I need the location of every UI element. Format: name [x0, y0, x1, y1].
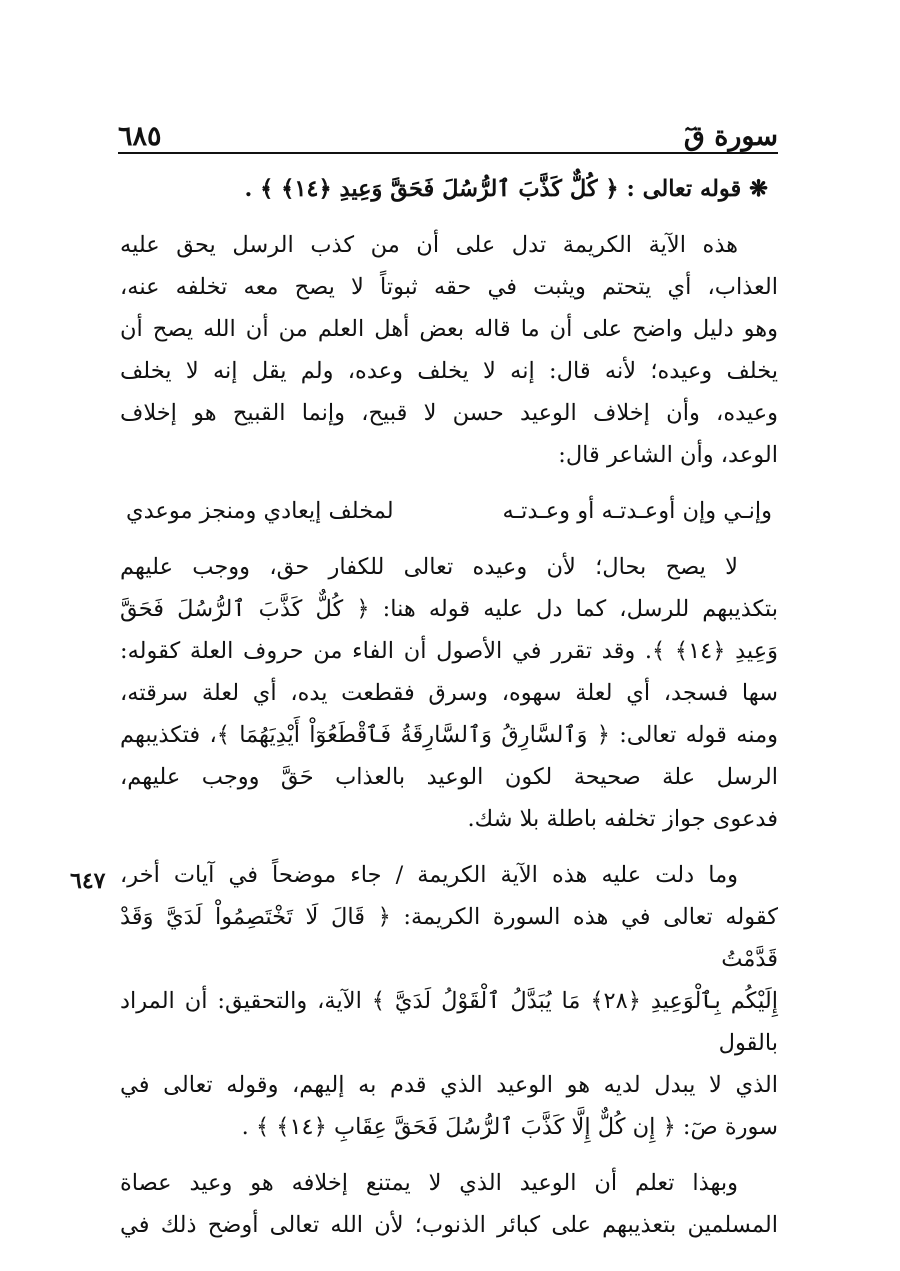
- text-line: سورة صٓ: ﴿ إِن كُلٌّ إِلَّا كَذَّبَ ٱلرُّسُلَ فَحَقَّ عِقَابِ ﴿١٤﴾ ﴾ .: [241, 1114, 778, 1140]
- text-line: سها فسجد، أي لعلة سهوه، وسرق فقطعت يده، أي لعلة سرقته،: [120, 680, 778, 706]
- text-line: المسلمين بتعذيبهم على كبائر الذنوب؛ لأن الله تعالى أوضح ذلك في: [120, 1212, 778, 1238]
- text-line: الرسل علة صحيحة لكون الوعيد بالعذاب حَقَّ ووجب عليهم،: [120, 764, 778, 790]
- verse-second-hemistich: لمخلف إيعادي ومنجز موعدي: [126, 498, 394, 524]
- text-line: كقوله تعالى في هذه السورة الكريمة: ﴿ قَالَ لَا تَخْتَصِمُواْ لَدَيَّ وَقَدْ قَدَّمْتُ: [120, 904, 778, 972]
- page-body: [120, 168, 778, 1260]
- paragraph-3: [120, 854, 778, 1148]
- header-divider: [118, 152, 778, 154]
- text-line: ومنه قوله تعالى: ﴿ وَٱلسَّارِقُ وَٱلسَّارِقَةُ فَٱقْطَعُوٓاْ أَيْدِيَهُمَا ﴾، فتكذيبهم: [120, 722, 778, 748]
- text-line: بتكذيبهم للرسل، كما دل عليه قوله هنا: ﴿ كُلٌّ كَذَّبَ ٱلرُّسُلَ فَحَقَّ: [120, 596, 778, 622]
- paragraph-4: [120, 1162, 778, 1246]
- text-line: الوعد، وأن الشاعر قال:: [558, 442, 778, 468]
- text-line: وعيده، وأن إخلاف الوعيد حسن لا قبيح، وإنما القبيح هو إخلاف: [120, 400, 778, 426]
- surah-title: سورة قٓ: [683, 121, 778, 152]
- page-header: [118, 112, 778, 152]
- text-line: هذه الآية الكريمة تدل على أن من كذب الرسل يحق عليه: [120, 232, 738, 258]
- text-line: الذي لا يبدل لديه هو الوعيد الذي قدم به إليهم، وقوله تعالى في: [120, 1072, 778, 1098]
- text-line: فدعوى جواز تخلفه باطلة بلا شك.: [467, 806, 778, 832]
- text-line: إِلَيْكُم بِٱلْوَعِيدِ ﴿٢٨﴾ مَا يُبَدَّلُ ٱلْقَوْلُ لَدَيَّ ﴾ الآية، والتحقيق: أن المراد بالقول: [120, 988, 779, 1056]
- poetry-verse: [120, 490, 778, 532]
- section-heading: ❋ قوله تعالى : ﴿ كُلٌّ كَذَّبَ ٱلرُّسُلَ فَحَقَّ وَعِيدِ ﴿١٤﴾ ﴾ .: [244, 176, 768, 202]
- paragraph-1: [120, 224, 778, 476]
- page-number: ٦٨٥: [118, 121, 162, 152]
- paragraph-2: [120, 546, 778, 840]
- text-line: يخلف وعيده؛ لأنه قال: إنه لا يخلف وعده، ولم يقل إنه لا يخلف: [120, 358, 778, 384]
- text-line: وبهذا تعلم أن الوعيد الذي لا يمتنع إخلافه هو وعيد عصاة: [120, 1170, 738, 1196]
- text-line: وَعِيدِ ﴿١٤﴾ ﴾. وقد تقرر في الأصول أن الفاء من حروف العلة كقوله:: [120, 638, 779, 664]
- text-line: لا يصح بحال؛ لأن وعيده تعالى للكفار حق، ووجب عليهم: [120, 554, 738, 580]
- margin-page-reference: ٦٤٧: [70, 868, 106, 894]
- text-line: العذاب، أي يتحتم ويثبت في حقه ثبوتاً لا يصح معه تخلفه عنه،: [120, 274, 778, 300]
- verse-first-hemistich: وإنـي وإن أوعـدتـه أو وعـدتـه: [502, 498, 772, 524]
- text-line: وما دلت عليه هذه الآية الكريمة / جاء موضحاً في آيات أخر،: [120, 862, 738, 888]
- text-line: وهو دليل واضح على أن ما قاله بعض أهل العلم من أن الله يصح أن: [120, 316, 778, 342]
